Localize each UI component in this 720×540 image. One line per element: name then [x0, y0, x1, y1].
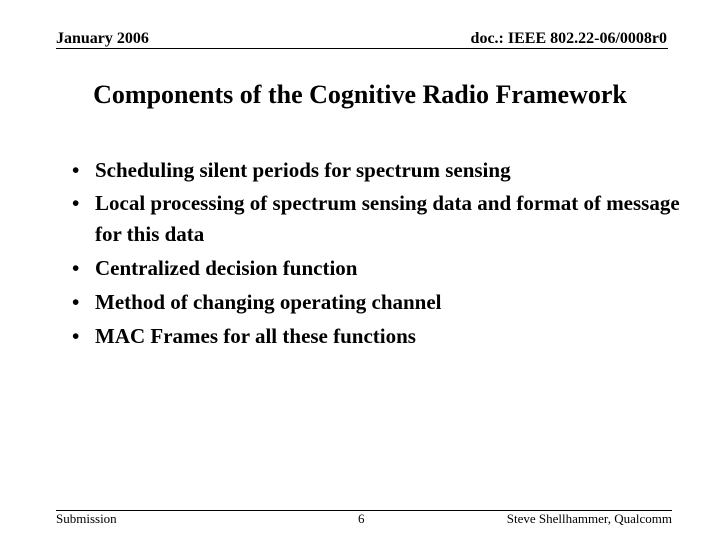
bullet-icon: • [72, 290, 80, 314]
bullet-text: Local processing of spectrum sensing data and format of message for this data [95, 191, 680, 246]
header-date: January 2006 [56, 30, 149, 47]
bullet-item [72, 252, 682, 284]
bullet-text: Method of changing operating channel [95, 290, 442, 314]
bullet-item [72, 154, 682, 186]
bullet-item [72, 286, 682, 318]
header-doc-id: doc.: IEEE 802.22-06/0008r0 [470, 30, 667, 47]
bullet-icon: • [72, 158, 80, 182]
bullet-item [72, 320, 682, 352]
footer-page-number: 6 [358, 511, 365, 526]
header-divider [56, 48, 668, 49]
bullet-item [72, 188, 682, 250]
bullet-icon: • [72, 256, 80, 280]
bullet-text: Scheduling silent periods for spectrum sensing [95, 158, 511, 182]
bullet-text: Centralized decision function [95, 256, 358, 280]
bullet-icon: • [72, 324, 80, 348]
slide-title: Components of the Cognitive Radio Framework [93, 80, 627, 109]
footer-author: Steve Shellhammer, Qualcomm [506, 511, 672, 526]
bullet-text: MAC Frames for all these functions [95, 324, 416, 348]
bullet-icon: • [72, 191, 80, 215]
footer-submission: Submission [56, 511, 117, 526]
bullet-list [72, 154, 682, 354]
